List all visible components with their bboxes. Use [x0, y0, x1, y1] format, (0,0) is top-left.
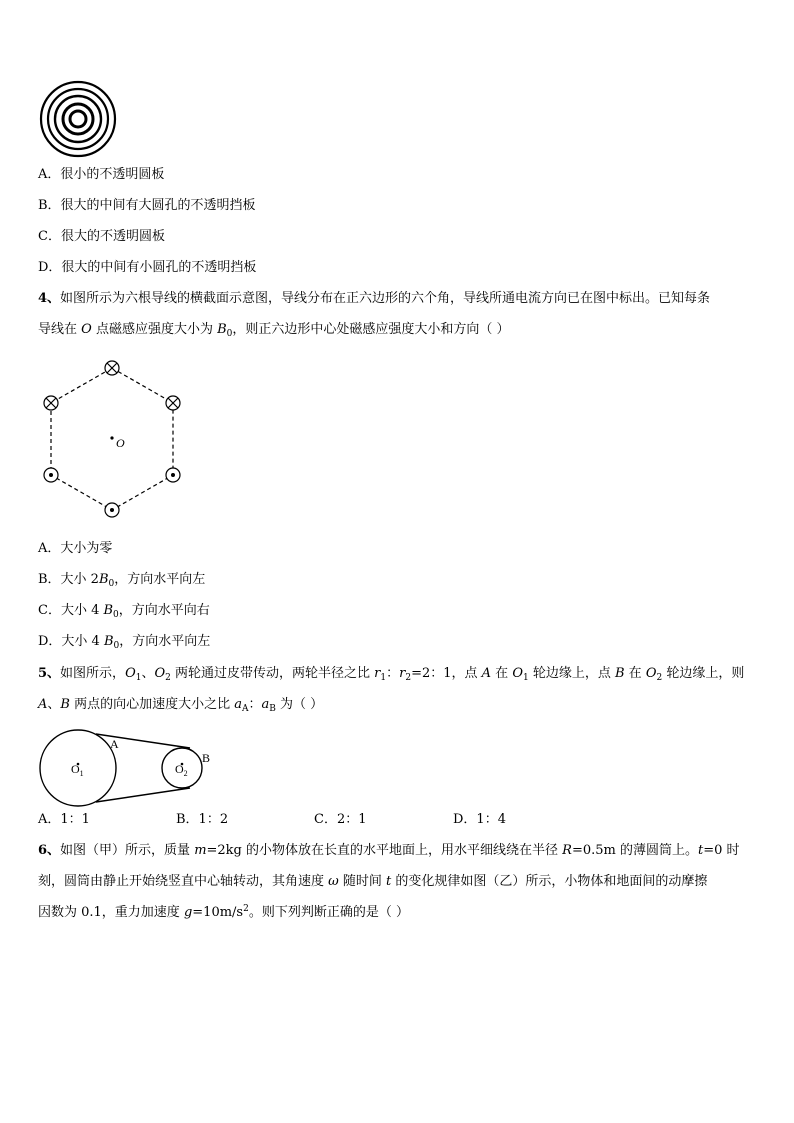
wire-out-of-page-icon	[44, 468, 58, 482]
center-label-o: O	[116, 436, 125, 450]
label-b: B	[202, 751, 211, 765]
wire-into-page-icon	[166, 396, 180, 410]
q4-stem-line-1: 4、如图所示为六根导线的横截面示意图，导线分布在正六边形的六个角，导线所通电流方向已在图中标出。已知每条	[38, 291, 711, 306]
q4-option-c: C．大小 4 $B_0$，方向水平向右	[38, 603, 210, 620]
q3-option-a: A．很小的不透明圆板	[38, 167, 165, 182]
q4-option-b: B．大小 $2B_0$，方向水平向左	[38, 572, 206, 589]
wire-out-of-page-icon	[166, 468, 180, 482]
q4-option-a: A．大小为零	[38, 541, 113, 556]
wire-into-page-icon	[44, 396, 58, 410]
q3-option-d: D．很大的中间有小圆孔的不透明挡板	[38, 260, 257, 275]
q5-option-a: A．1：1	[38, 812, 90, 827]
q4-stem-line-2: 导线在 O 点磁感应强度大小为 $B_0$，则正六边形中心处磁感应强度大小和方向（ ）	[38, 322, 510, 339]
q3-option-c: C．很大的不透明圆板	[38, 229, 165, 244]
label-o2: $O_2$	[175, 762, 188, 778]
q4-option-d: D．大小 4 $B_0$，方向水平向左	[38, 634, 211, 651]
q5-option-d: D．1：4	[453, 812, 506, 827]
wire-into-page-icon	[105, 361, 119, 375]
q5-stem-line-2: A、B 两点的向心加速度大小之比 $a_A$：$a_B$ 为（ ）	[38, 697, 324, 714]
label-o1: $O_1$	[71, 762, 84, 778]
q5-option-b: B．1：2	[176, 812, 229, 827]
hexagon-wires-figure	[38, 358, 188, 520]
wire-out-of-page-icon	[105, 503, 119, 517]
q5-stem-line-1: 5、如图所示，$O_1$、$O_2$ 两轮通过皮带传动，两轮半径之比 $r_1$：$r_2=2$：1，点 A 在 $O_1$ 轮边缘上，点 B 在 $O_2$ 轮边缘上，则	[38, 666, 745, 683]
diffraction-rings-figure	[38, 79, 118, 159]
q6-stem-line-2: 刻，圆筒由静止开始绕竖直中心轴转动，其角速度 ω 随时间 t 的变化规律如图（乙）所示，小物体和地面间的动摩擦	[38, 874, 708, 889]
q6-stem-line-3: 因数为 0.1，重力加速度 $g=10m/s^2$。则下列判断正确的是（ ）	[38, 904, 409, 920]
q3-option-b: B．很大的中间有大圆孔的不透明挡板	[38, 198, 256, 213]
label-a: A	[110, 737, 119, 751]
q6-stem-line-1: 6、如图（甲）所示，质量 m=2kg 的小物体放在长直的水平地面上，用水平细线绕在半径 R=0.5m 的薄圆筒上。t=0 时	[38, 843, 740, 858]
belt-drive-figure	[38, 727, 218, 809]
q5-option-c: C．2：1	[314, 812, 367, 827]
